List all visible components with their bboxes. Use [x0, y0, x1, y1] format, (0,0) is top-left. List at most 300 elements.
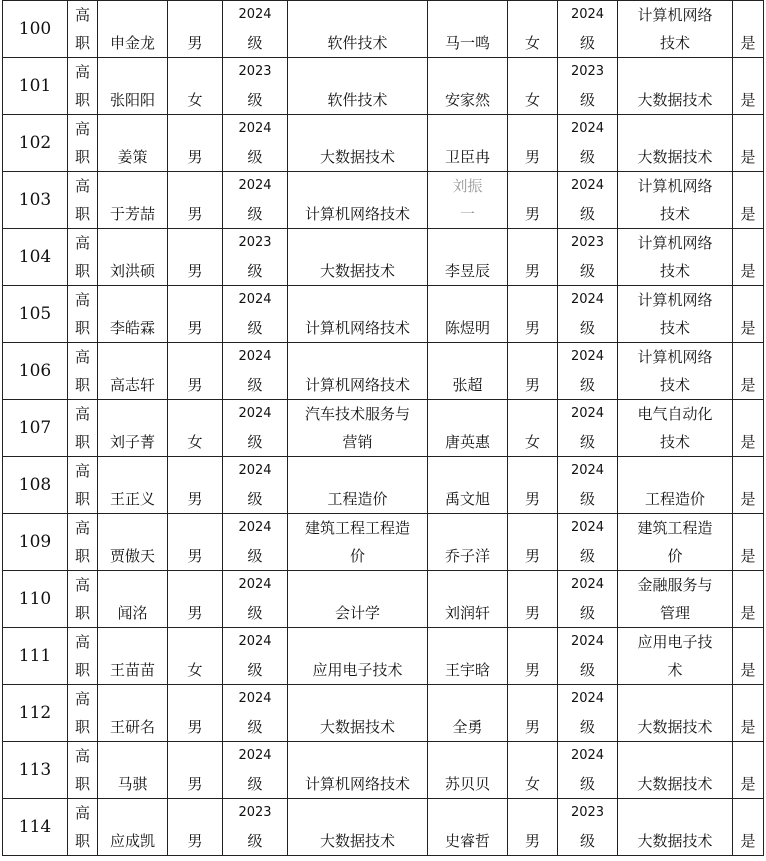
- table-row: [3, 799, 764, 856]
- partner-name-text: 史睿哲: [444, 832, 490, 850]
- education-level-line: 高: [74, 63, 90, 81]
- major-line: [288, 742, 427, 770]
- grade-suffix: 级: [247, 433, 263, 451]
- row-number: 113: [3, 742, 68, 799]
- student-major: [288, 115, 428, 172]
- education-level-line: 职: [74, 718, 90, 736]
- status-mark-text: 是: [740, 376, 756, 394]
- major-line: 建筑工程造: [637, 519, 713, 537]
- student-gender: [168, 742, 223, 799]
- education-level: [68, 457, 98, 514]
- grade-year: 2024: [570, 520, 605, 535]
- student-gender-text: 女: [187, 661, 203, 679]
- grade-year: 2024: [570, 748, 605, 763]
- student-major: [288, 1, 428, 58]
- education-level-line: 职: [74, 319, 90, 337]
- education-level: [68, 628, 98, 685]
- grade-suffix: 级: [579, 547, 595, 565]
- grade-year: 2024: [570, 691, 605, 706]
- partner-grade: [558, 343, 618, 400]
- education-level-line: 高: [74, 405, 90, 423]
- student-gender-text: 男: [187, 205, 203, 223]
- grade-year: 2024: [570, 406, 605, 421]
- student-grade: [223, 571, 288, 628]
- table-body: [3, 1, 764, 856]
- student-gender-text: 男: [187, 376, 203, 394]
- grade-suffix: 级: [579, 433, 595, 451]
- status-mark: [733, 742, 764, 799]
- education-level-line: 高: [74, 576, 90, 594]
- partner-name: [428, 172, 508, 229]
- education-level-line: 职: [74, 604, 90, 622]
- student-name-text: 贾傲天: [109, 547, 155, 565]
- partner-major: [618, 115, 733, 172]
- student-grade: [223, 685, 288, 742]
- grade-year: 2024: [570, 463, 605, 478]
- student-name: [98, 286, 168, 343]
- student-name: [98, 1, 168, 58]
- education-level-line: 职: [74, 205, 90, 223]
- student-name: [98, 115, 168, 172]
- partner-gender: [508, 343, 558, 400]
- partner-name-text: 张超: [452, 376, 483, 394]
- student-name-text: 闻洺: [117, 604, 148, 622]
- partner-name: [428, 457, 508, 514]
- table-row: [3, 400, 764, 457]
- partner-gender: [508, 115, 558, 172]
- status-mark-text: 是: [740, 547, 756, 565]
- major-line: [288, 457, 427, 485]
- education-level-line: 职: [74, 832, 90, 850]
- student-name-text: 高志轩: [109, 376, 155, 394]
- partner-name: [428, 229, 508, 286]
- status-mark: [733, 628, 764, 685]
- student-name-text: 于芳喆: [109, 205, 155, 223]
- student-name-text: 李皓霖: [109, 319, 155, 337]
- grade-suffix: 级: [247, 775, 263, 793]
- status-mark-text: 是: [740, 604, 756, 622]
- grade-suffix: 级: [247, 34, 263, 52]
- partner-gender: [508, 514, 558, 571]
- student-gender-text: 男: [187, 547, 203, 565]
- major-line: 营销: [342, 433, 373, 451]
- student-gender: [168, 115, 223, 172]
- student-major: [288, 514, 428, 571]
- major-line: 应用电子技: [637, 633, 713, 651]
- grade-suffix: 级: [579, 661, 595, 679]
- status-mark: [733, 457, 764, 514]
- partner-major: [618, 229, 733, 286]
- student-gender-text: 男: [187, 319, 203, 337]
- major-line: [618, 742, 732, 770]
- partner-name: [428, 1, 508, 58]
- student-name-text: 马骐: [117, 775, 148, 793]
- student-name: [98, 685, 168, 742]
- partner-gender-text: 女: [524, 433, 540, 451]
- row-number: 102: [3, 115, 68, 172]
- row-number: 110: [3, 571, 68, 628]
- student-grade: [223, 1, 288, 58]
- status-mark: [733, 286, 764, 343]
- row-number: 112: [3, 685, 68, 742]
- partner-grade: [558, 742, 618, 799]
- partner-major: [618, 58, 733, 115]
- student-name-text: 应成凯: [109, 832, 155, 850]
- partner-name-text: 李昱辰: [444, 262, 490, 280]
- student-grade: [223, 514, 288, 571]
- partner-name: [428, 628, 508, 685]
- status-mark: [733, 685, 764, 742]
- education-level-line: 职: [74, 148, 90, 166]
- major-line: [288, 172, 427, 200]
- student-name-text: 刘洪硕: [109, 262, 155, 280]
- table-row: [3, 343, 764, 400]
- grade-year: 2024: [570, 292, 605, 307]
- student-name: [98, 343, 168, 400]
- major-line: [618, 115, 732, 143]
- status-mark-text: 是: [740, 148, 756, 166]
- student-major: [288, 571, 428, 628]
- major-line: 价: [349, 547, 365, 565]
- student-gender-text: 女: [187, 91, 203, 109]
- education-level: [68, 742, 98, 799]
- partner-gender-text: 男: [524, 148, 540, 166]
- partner-major: [618, 400, 733, 457]
- status-mark: [733, 172, 764, 229]
- student-grade: [223, 343, 288, 400]
- partner-gender: [508, 229, 558, 286]
- grade-year: 2024: [238, 463, 272, 478]
- grade-year: 2024: [238, 577, 272, 592]
- major-line: 大数据技术: [319, 148, 395, 166]
- partner-name: [428, 400, 508, 457]
- partner-grade: [558, 1, 618, 58]
- education-level-line: 职: [74, 262, 90, 280]
- education-level: [68, 286, 98, 343]
- student-gender-text: 男: [187, 34, 203, 52]
- grade-year: 2024: [570, 577, 605, 592]
- partner-name: [428, 742, 508, 799]
- grade-year: 2023: [570, 64, 605, 79]
- partner-grade: [558, 172, 618, 229]
- partner-name: [428, 115, 508, 172]
- partner-major: [618, 1, 733, 58]
- student-grade: [223, 457, 288, 514]
- status-mark-text: 是: [740, 205, 756, 223]
- student-major: [288, 286, 428, 343]
- education-level-line: 职: [74, 376, 90, 394]
- major-line: 技术: [659, 319, 690, 337]
- partner-gender-text: 男: [524, 490, 540, 508]
- grade-year: 2024: [570, 634, 605, 649]
- row-number: 107: [3, 400, 68, 457]
- partner-name-text: 陈煜明: [444, 319, 490, 337]
- status-mark-text: 是: [740, 319, 756, 337]
- grade-suffix: 级: [579, 490, 595, 508]
- partner-name-text: 禹文旭: [444, 490, 490, 508]
- student-gender: [168, 685, 223, 742]
- table-row: [3, 172, 764, 229]
- row-number: 111: [3, 628, 68, 685]
- status-mark: [733, 343, 764, 400]
- partner-name-text: 马一鸣: [444, 34, 490, 52]
- student-major: [288, 229, 428, 286]
- partner-gender-text: 女: [524, 91, 540, 109]
- student-name-text: 张阳阳: [109, 91, 155, 109]
- education-level-line: 职: [74, 547, 90, 565]
- major-line: 金融服务与: [637, 576, 713, 594]
- partner-gender-text: 男: [524, 604, 540, 622]
- major-line: 大数据技术: [319, 832, 395, 850]
- table-row: [3, 229, 764, 286]
- student-gender: [168, 457, 223, 514]
- status-mark: [733, 58, 764, 115]
- student-name-text: 王正义: [109, 490, 155, 508]
- student-gender: [168, 286, 223, 343]
- student-name: [98, 172, 168, 229]
- education-level: [68, 514, 98, 571]
- partner-gender-text: 男: [524, 262, 540, 280]
- grade-suffix: 级: [579, 205, 595, 223]
- student-name: [98, 742, 168, 799]
- row-number: 101: [3, 58, 68, 115]
- partner-grade: [558, 571, 618, 628]
- grade-year: 2024: [238, 292, 272, 307]
- student-gender-text: 女: [187, 433, 203, 451]
- education-level-line: 高: [74, 177, 90, 195]
- major-line: [288, 1, 427, 29]
- partner-name-text: 唐英惠: [444, 433, 490, 451]
- partner-name: [428, 58, 508, 115]
- partner-gender-text: 男: [524, 319, 540, 337]
- education-level: [68, 343, 98, 400]
- partner-gender: [508, 799, 558, 856]
- partner-name-text: 刘润轩: [444, 604, 490, 622]
- education-level-line: 高: [74, 234, 90, 252]
- grade-suffix: 级: [247, 490, 263, 508]
- student-gender-text: 男: [187, 832, 203, 850]
- row-number: 108: [3, 457, 68, 514]
- grade-suffix: 级: [247, 205, 263, 223]
- partner-major: [618, 286, 733, 343]
- grade-year: 2023: [238, 235, 272, 250]
- grade-suffix: 级: [579, 604, 595, 622]
- partner-major: [618, 799, 733, 856]
- table-row: [3, 115, 764, 172]
- major-line: 软件技术: [327, 91, 388, 109]
- table-row: [3, 58, 764, 115]
- major-line: [288, 229, 427, 257]
- grade-suffix: 级: [247, 319, 263, 337]
- education-level-line: 高: [74, 519, 90, 537]
- student-gender: [168, 400, 223, 457]
- partner-name: [428, 286, 508, 343]
- partner-grade: [558, 628, 618, 685]
- major-line: 价: [667, 547, 683, 565]
- partner-major: [618, 172, 733, 229]
- major-line: 大数据技术: [637, 148, 713, 166]
- education-level-line: 高: [74, 462, 90, 480]
- grade-year: 2024: [238, 691, 272, 706]
- grade-year: 2024: [570, 349, 605, 364]
- student-name: [98, 514, 168, 571]
- student-grade: [223, 58, 288, 115]
- major-line: 大数据技术: [637, 91, 713, 109]
- major-line: 电气自动化: [637, 405, 713, 423]
- major-line: 计算机网络: [637, 234, 713, 252]
- student-grade: [223, 286, 288, 343]
- major-line: 计算机网络技术: [304, 205, 410, 223]
- student-name: [98, 571, 168, 628]
- partner-name: [428, 685, 508, 742]
- table-row: [3, 457, 764, 514]
- student-gender: [168, 628, 223, 685]
- partner-gender-text: 男: [524, 376, 540, 394]
- partner-gender: [508, 628, 558, 685]
- table-row: [3, 685, 764, 742]
- major-line: 汽车技术服务与: [304, 405, 410, 423]
- status-mark-text: 是: [740, 490, 756, 508]
- education-level: [68, 115, 98, 172]
- grade-suffix: 级: [247, 718, 263, 736]
- major-line: 技术: [659, 433, 690, 451]
- education-level: [68, 400, 98, 457]
- major-line: 技术: [659, 205, 690, 223]
- status-mark-text: 是: [740, 718, 756, 736]
- partner-grade: [558, 286, 618, 343]
- major-line: [288, 571, 427, 599]
- major-line: 术: [667, 661, 683, 679]
- partner-grade: [558, 115, 618, 172]
- major-line: 计算机网络: [637, 177, 713, 195]
- partner-gender: [508, 172, 558, 229]
- status-mark-text: 是: [740, 775, 756, 793]
- major-line: [288, 343, 427, 371]
- partner-name-text: 苏贝贝: [444, 775, 490, 793]
- partner-major: [618, 742, 733, 799]
- major-line: [288, 628, 427, 656]
- student-name-text: 王苗苗: [109, 661, 155, 679]
- student-gender: [168, 571, 223, 628]
- education-level-line: 高: [74, 291, 90, 309]
- partner-grade: [558, 514, 618, 571]
- student-grade: [223, 799, 288, 856]
- grade-year: 2024: [570, 178, 605, 193]
- grade-suffix: 级: [579, 718, 595, 736]
- student-name: [98, 799, 168, 856]
- major-line: 计算机网络技术: [304, 775, 410, 793]
- partner-major: [618, 514, 733, 571]
- student-gender: [168, 514, 223, 571]
- student-major: [288, 58, 428, 115]
- partner-grade: [558, 457, 618, 514]
- student-gender-text: 男: [187, 718, 203, 736]
- student-name-text: 申金龙: [109, 34, 155, 52]
- student-gender: [168, 799, 223, 856]
- student-grade: [223, 742, 288, 799]
- student-gender-text: 男: [187, 148, 203, 166]
- education-level: [68, 172, 98, 229]
- major-line: [618, 58, 732, 86]
- major-line: [618, 457, 732, 485]
- partner-major: [618, 628, 733, 685]
- education-level-line: 高: [74, 120, 90, 138]
- student-name-text: 刘子菁: [109, 433, 155, 451]
- partner-grade: [558, 799, 618, 856]
- major-line: 大数据技术: [319, 262, 395, 280]
- partner-name-text: 安家然: [444, 91, 490, 109]
- grade-year: 2023: [238, 805, 272, 820]
- table-row: [3, 1, 764, 58]
- partner-major: [618, 343, 733, 400]
- grade-year: 2023: [570, 805, 605, 820]
- grade-year: 2023: [238, 64, 272, 79]
- grade-suffix: 级: [579, 376, 595, 394]
- education-level-line: 高: [74, 6, 90, 24]
- student-gender: [168, 229, 223, 286]
- status-mark: [733, 1, 764, 58]
- major-line: 计算机网络: [637, 291, 713, 309]
- table-row: [3, 514, 764, 571]
- status-mark-text: 是: [740, 91, 756, 109]
- partner-name: [428, 514, 508, 571]
- grade-suffix: 级: [579, 775, 595, 793]
- partner-gender-text: 男: [524, 718, 540, 736]
- status-mark: [733, 400, 764, 457]
- partner-gender: [508, 58, 558, 115]
- education-level: [68, 229, 98, 286]
- education-level-line: 职: [74, 433, 90, 451]
- major-line: 计算机网络: [637, 348, 713, 366]
- major-line: 大数据技术: [637, 718, 713, 736]
- partner-name: [428, 343, 508, 400]
- grade-suffix: 级: [579, 832, 595, 850]
- status-mark-text: 是: [740, 832, 756, 850]
- row-number: 104: [3, 229, 68, 286]
- student-gender-text: 男: [187, 490, 203, 508]
- major-line: 管理: [659, 604, 690, 622]
- major-line: 技术: [659, 34, 690, 52]
- student-name: [98, 457, 168, 514]
- row-number: 114: [3, 799, 68, 856]
- student-grade: [223, 628, 288, 685]
- partner-gender-text: 男: [524, 547, 540, 565]
- student-table: [2, 0, 764, 856]
- grade-year: 2024: [238, 520, 272, 535]
- partner-major: [618, 685, 733, 742]
- grade-suffix: 级: [247, 547, 263, 565]
- major-line: 计算机网络技术: [304, 319, 410, 337]
- grade-year: 2024: [238, 178, 272, 193]
- partner-name-line: 刘振: [452, 177, 483, 195]
- major-line: [618, 799, 732, 827]
- grade-year: 2024: [238, 748, 272, 763]
- student-grade: [223, 115, 288, 172]
- student-major: [288, 685, 428, 742]
- student-name-text: 姜策: [117, 148, 148, 166]
- grade-suffix: 级: [247, 262, 263, 280]
- status-mark-text: 是: [740, 661, 756, 679]
- status-mark: [733, 571, 764, 628]
- student-gender-text: 男: [187, 775, 203, 793]
- partner-gender-text: 男: [524, 661, 540, 679]
- status-mark: [733, 229, 764, 286]
- student-major: [288, 400, 428, 457]
- partner-gender-text: 男: [524, 832, 540, 850]
- student-gender: [168, 172, 223, 229]
- partner-name-text: 全勇: [452, 718, 483, 736]
- partner-gender: [508, 1, 558, 58]
